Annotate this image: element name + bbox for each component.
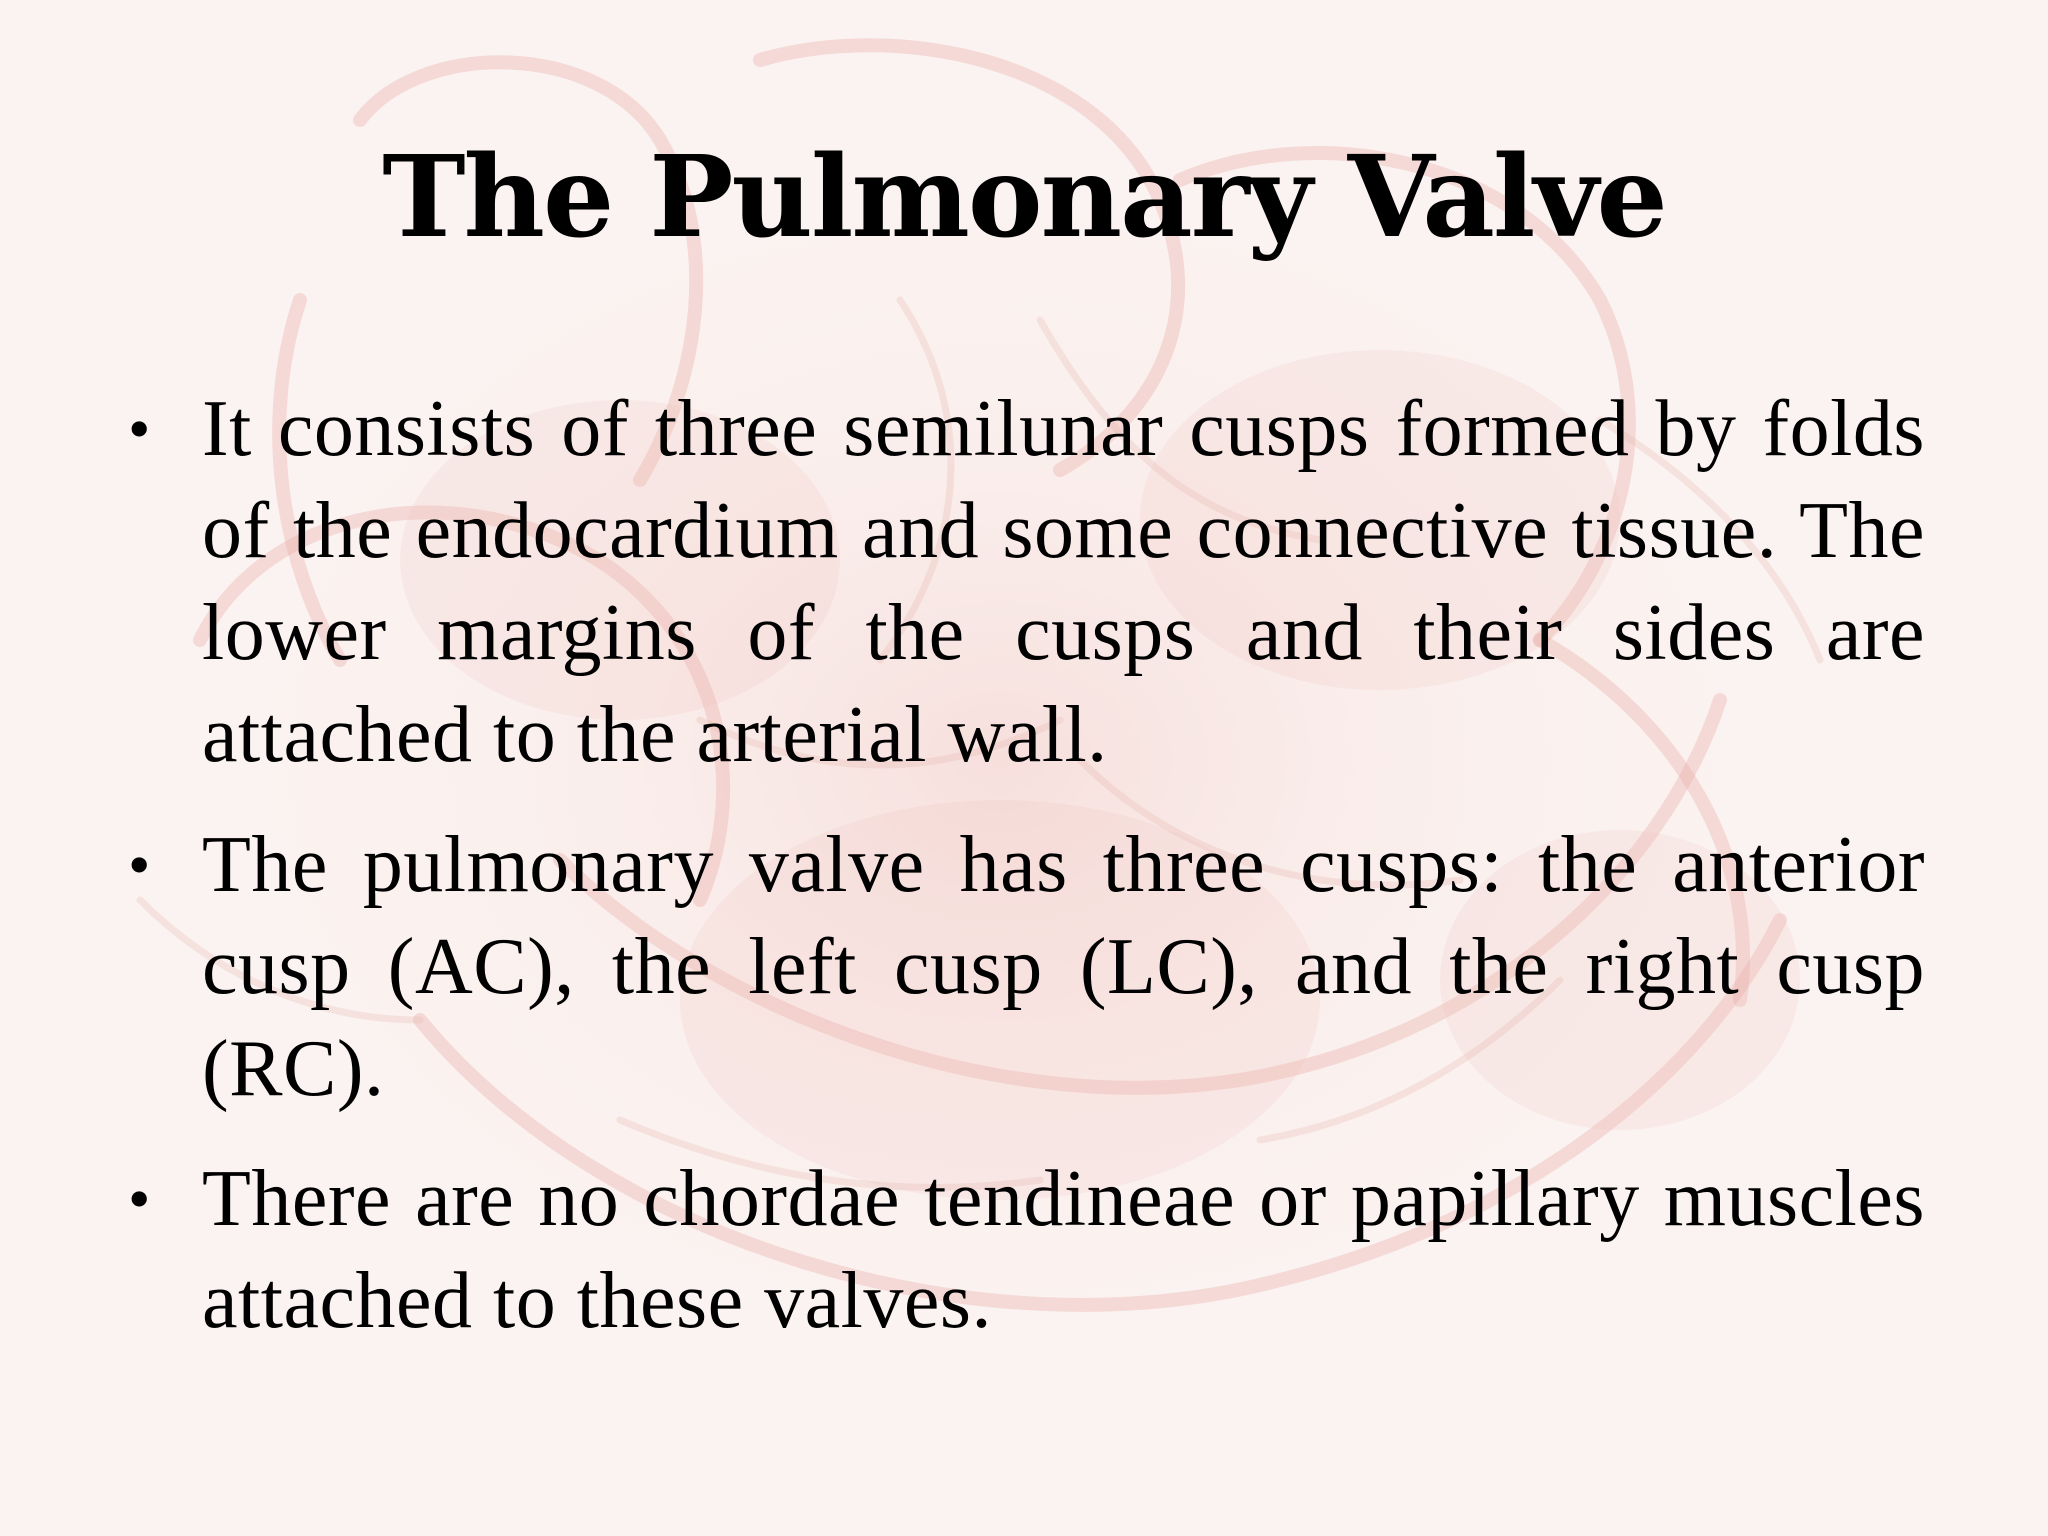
bullet-item bbox=[110, 1148, 1925, 1352]
slide-title: The Pulmonary Valve bbox=[382, 132, 1666, 263]
bullet-text: It consists of three semilunar cusps formed by folds of the endocardium and some connective tissue. The lower margins of the cusps and their sides are attached to the arterial wall. bbox=[202, 385, 1925, 779]
bullet-item bbox=[110, 814, 1925, 1120]
bullet-text: The pulmonary valve has three cusps: the anterior cusp (AC), the left cusp (LC), and the right cusp (RC). bbox=[202, 821, 1925, 1113]
bullet-glyph: • bbox=[128, 393, 151, 464]
bullet-glyph: • bbox=[128, 829, 151, 900]
bullet-list bbox=[110, 378, 1925, 1380]
bullet-item bbox=[110, 378, 1925, 786]
bullet-glyph: • bbox=[128, 1163, 151, 1234]
bullet-text: There are no chordae tendineae or papillary muscles attached to these valves. bbox=[202, 1155, 1925, 1345]
